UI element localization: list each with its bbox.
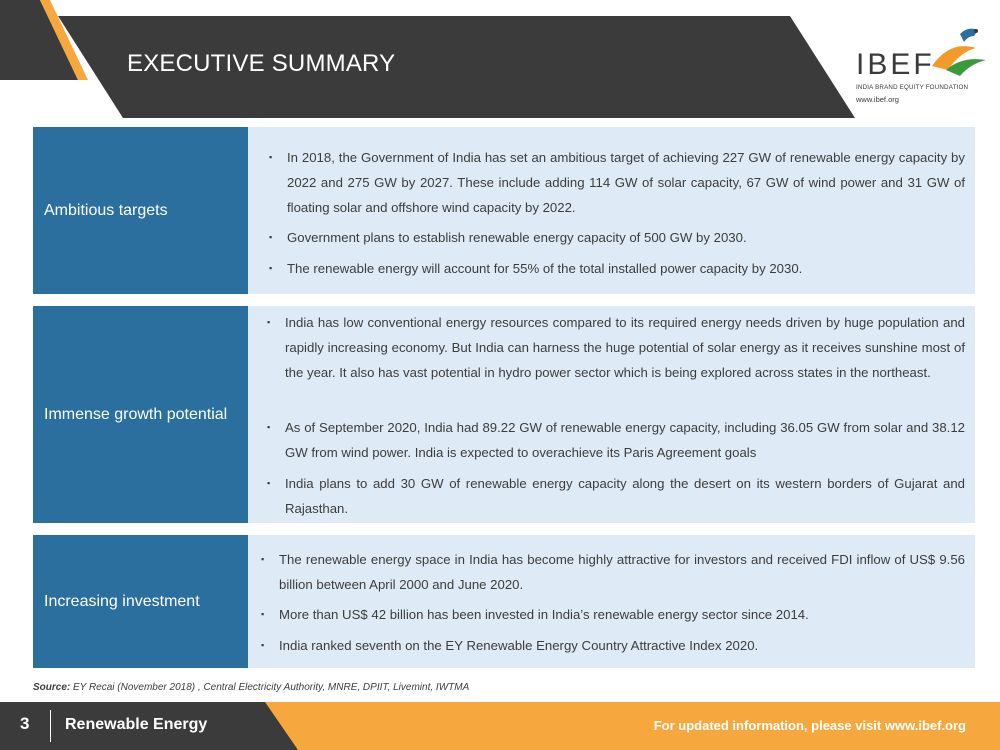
- bullet-item: ▪ The renewable energy space in India has become highly attractive for investors and received FDI inflow of US$ 9.56 billion between April 2000 and June 2020.: [261, 552, 965, 592]
- footer-divider: [50, 710, 51, 742]
- source-note: [33, 682, 469, 693]
- section-body-ambitious-targets: [248, 127, 975, 294]
- bullet-text: India ranked seventh on the EY Renewable Energy Country Attractive Index 2020.: [279, 638, 759, 653]
- bullet-text: Government plans to establish renewable energy capacity of 500 GW by 2030.: [287, 230, 747, 245]
- bullet-text: India plans to add 30 GW of renewable energy capacity along the desert on its western borders of Gujarat and Rajasthan.: [285, 476, 965, 516]
- section-label-ambitious-targets: Ambitious targets: [33, 127, 248, 294]
- bullet-text: The renewable energy space in India has become highly attractive for investors and received FDI inflow of US$ 9.56 billion between April 2000 and June 2020.: [279, 552, 965, 592]
- bullet-text: India has low conventional energy resources compared to its required energy needs driven by huge population and rapidly increasing economy. But India can harness the huge potential of solar energy as it receives sunshine most of the year. It also has vast potential in hydro power sector which is being explored across states in the northeast.: [285, 315, 965, 380]
- bullet-item: ▪ In 2018, the Government of India has set an ambitious target of achieving 227 GW of renewable energy capacity by 2022 and 275 GW by 2027. These include adding 114 GW of solar capacity, 67 GW of wind power and 31 GW of floating solar and offshore wind capacity by 2022.: [269, 150, 965, 215]
- bullet-item: ▪ India plans to add 30 GW of renewable energy capacity along the desert on its western borders of Gujarat and Rajasthan.: [267, 476, 965, 516]
- bullet-item: ▪ The renewable energy will account for 55% of the total installed power capacity by 2030.: [269, 261, 803, 276]
- bullet-item: ▪ India has low conventional energy resources compared to its required energy needs driven by huge population and rapidly increasing economy. But India can harness the huge potential of solar energy as it receives sunshine most of the year. It also has vast potential in hydro power sector which is being explored across states in the northeast.: [267, 315, 965, 380]
- bullet-text: More than US$ 42 billion has been invested in India’s renewable energy sector since 2014.: [279, 607, 809, 622]
- bullet-text: As of September 2020, India had 89.22 GW of renewable energy capacity, including 36.05 GW from solar and 38.12 GW from wind power. India is expected to overachieve its Paris Agreement goals: [285, 420, 965, 460]
- source-text: EY Recai (November 2018) , Central Electricity Authority, MNRE, DPIIT, Livemint, IWTMA: [73, 682, 470, 693]
- bullet-text: In 2018, the Government of India has set an ambitious target of achieving 227 GW of renewable energy capacity by 2022 and 275 GW by 2027. These include adding 114 GW of solar capacity, 67 GW of wind power and 31 GW of floating solar and offshore wind capacity by 2022.: [287, 150, 965, 215]
- section-label-immense-growth: Immense growth potential: [33, 306, 248, 523]
- footer-link[interactable]: For updated information, please visit www.ibef.org: [653, 718, 966, 733]
- page-number: 3: [20, 714, 30, 733]
- source-label: Source:: [33, 682, 71, 693]
- logo-name: IBEF: [856, 48, 935, 81]
- bullet-item: ▪ As of September 2020, India had 89.22 GW of renewable energy capacity, including 36.05 GW from solar and 38.12 GW from wind power. India is expected to overachieve its Paris Agreement goals: [267, 420, 965, 460]
- section-body-immense-growth: [248, 306, 975, 523]
- footer-title: Renewable Energy: [65, 716, 208, 733]
- bullet-item: ▪ Government plans to establish renewable energy capacity of 500 GW by 2030.: [269, 230, 747, 245]
- section-label-increasing-investment: Increasing investment: [33, 535, 248, 668]
- ibef-logo[interactable]: [850, 22, 990, 112]
- logo-subtitle: INDIA BRAND EQUITY FOUNDATION: [856, 84, 969, 91]
- page-title: EXECUTIVE SUMMARY: [127, 50, 396, 77]
- bullet-item: ▪ More than US$ 42 billion has been invested in India’s renewable energy sector since 2014.: [261, 607, 809, 622]
- logo-url: www.ibef.org: [856, 95, 899, 104]
- section-body-increasing-investment: [248, 535, 975, 668]
- bullet-item: ▪ India ranked seventh on the EY Renewable Energy Country Attractive Index 2020.: [261, 638, 759, 653]
- bullet-text: The renewable energy will account for 55% of the total installed power capacity by 2030.: [287, 261, 803, 276]
